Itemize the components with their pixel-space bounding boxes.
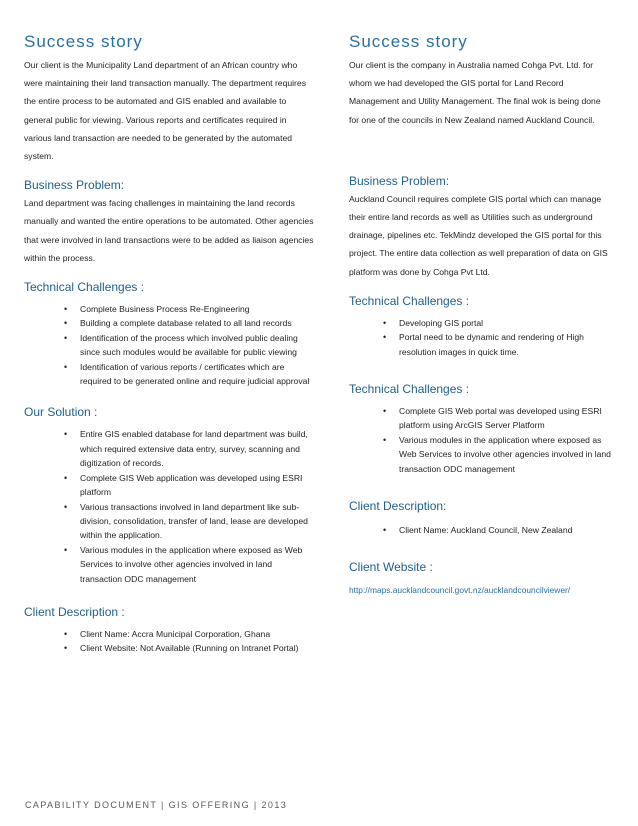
list-item: • Client Name: Auckland Council, New Zealand [399,523,611,537]
left-our-solution-heading: Our Solution : [24,405,98,420]
list-item: • Client Website: Not Available (Running on Intranet Portal) [80,641,314,655]
left-intro-text: Our client is the Municipality Land department of an African country who were maintaining their land transaction manually. The department requires the entire process to be automated and GIS enabled and available to general public for viewing. Various reports and certificates required in various land transaction are needed to be generated by the automated system. [24,60,306,162]
list-item: • Identification of the process which involved public dealing since such modules would be available for public viewing [80,331,314,360]
list-item: • Developing GIS portal [399,316,611,330]
left-business-problem-text: Land department was facing challenges in maintaining the land records manually and wanted the entire operations to be automated. Other agencies that were involved in land transactions were to be added as liaison agencies within the process. [24,198,314,263]
list-item: • Complete GIS Web portal was developed using ESRI platform using ArcGIS Server Platform [399,404,611,433]
left-client-description-heading: Client Description : [24,604,125,619]
list-item: • Complete Business Process Re-Engineering [80,302,314,316]
left-column [24,30,314,656]
list-item: • Complete GIS Web application was developed using ESRI platform [80,471,314,500]
list-item: • Entire GIS enabled database for land department was build, which required extensive data entry, survey, scanning and digitization of records. [80,427,314,470]
left-technical-challenges-heading: Technical Challenges : [24,280,145,295]
left-our-solution-list [24,427,314,585]
left-technical-challenges-list [24,302,314,388]
left-business-problem-heading: Business Problem: [24,178,125,193]
right-client-description-heading: Client Description: [349,499,447,514]
document-footer: CAPABILITY DOCUMENT | GIS OFFERING | 2013 [25,800,288,810]
list-item: • Identification of various reports / certificates which are required to be generated online and require judicial approval [80,360,314,389]
left-client-description-list [24,627,314,656]
right-technical-challenges-heading-2: Technical Challenges : [349,382,470,397]
list-item: • Various transactions involved in land department like sub-division, consolidation, transfer of land, lease are developed within the application. [80,500,314,543]
right-technical-challenges-list-1 [349,316,611,359]
right-story-title: Success story [349,32,468,51]
right-intro-text: Our client is the company in Australia named Cohga Pvt. Ltd. for whom we had developed the GIS portal for Land Record Management and Utility Management. The final wok is being done for one of the councils in New Zealand named Auckland Council. [349,60,601,125]
right-client-description-list [349,523,611,537]
right-technical-challenges-list-2 [349,404,611,476]
list-item: • Various modules in the application where exposed as Web Services to involve other agencies involved in land transaction ODC management [399,433,611,476]
client-website-link[interactable]: http://maps.aucklandcouncil.govt.nz/aucklandcouncilviewer/ [349,585,571,596]
right-business-problem-text: Auckland Council requires complete GIS portal which can manage their entire land records as well as Utilities such as underground drainage, pipelines etc. TekMindz developed the GIS portal for this project. The entire data collection as well preparation of data on GIS platform was done by Cohga Pvt Ltd. [349,193,608,277]
list-item: • Client Name: Accra Municipal Corporation, Ghana [80,627,314,641]
right-technical-challenges-heading-1: Technical Challenges : [349,293,470,308]
right-client-website-heading: Client Website : [349,560,433,575]
right-business-problem-heading: Business Problem: [349,173,450,188]
left-story-title: Success story [24,32,143,51]
right-column [349,30,611,597]
list-item: • Building a complete database related to all land records [80,316,314,330]
list-item: • Various modules in the application where exposed as Web Services to involve other agencies involved in land transaction ODC management [80,543,314,586]
list-item: • Portal need to be dynamic and rendering of High resolution images in quick time. [399,330,611,359]
